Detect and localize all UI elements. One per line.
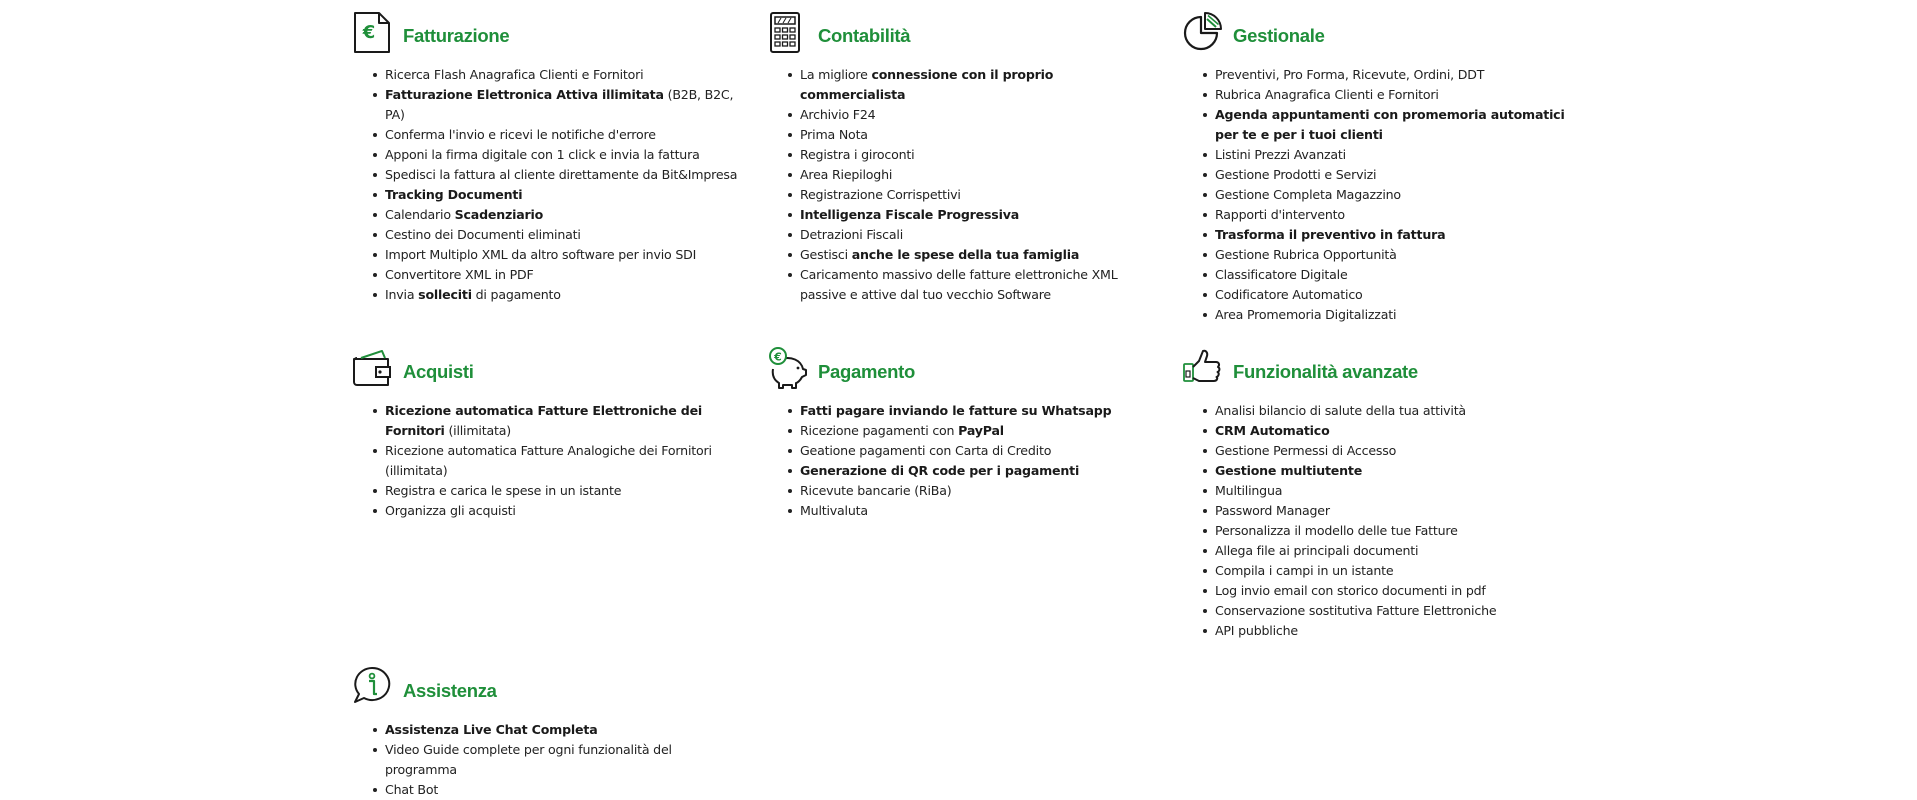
feature-text: Video Guide complete per ogni funzionalità del programma — [385, 742, 672, 777]
feature-list — [1202, 401, 1577, 641]
feature-item — [787, 461, 1162, 481]
feature-item — [787, 205, 1162, 225]
feature-item — [1202, 305, 1577, 325]
section-title: Gestionale — [1233, 25, 1325, 46]
feature-item — [1202, 105, 1577, 145]
section-funzionalita-avanzate — [1182, 347, 1577, 638]
feature-text: Password Manager — [1215, 503, 1330, 518]
feature-text: (B2B, B2C, PA) — [385, 87, 734, 122]
pie-chart-icon — [1182, 11, 1222, 55]
thumbs-up-icon — [1182, 347, 1222, 391]
feature-item — [787, 245, 1162, 265]
feature-text: Area Promemoria Digitalizzati — [1215, 307, 1397, 322]
feature-item — [1202, 65, 1577, 85]
feature-item — [372, 285, 747, 305]
feature-text: Compila i campi in un istante — [1215, 563, 1394, 578]
feature-item — [1202, 561, 1577, 581]
feature-item — [1202, 501, 1577, 521]
feature-text: Preventivi, Pro Forma, Ricevute, Ordini, DDT — [1215, 67, 1485, 82]
feature-text: Gestione Prodotti e Servizi — [1215, 167, 1377, 182]
feature-text: Gestisci — [800, 247, 852, 262]
feature-text: Conferma l'invio e ricevi le notifiche d'errore — [385, 127, 656, 142]
section-assistenza — [352, 666, 747, 797]
feature-text-bold: Scadenziario — [454, 207, 544, 222]
feature-item — [787, 105, 1162, 125]
feature-list — [787, 65, 1162, 305]
section-title: Funzionalità avanzate — [1233, 361, 1418, 382]
feature-item — [372, 85, 747, 125]
feature-text: Geatione pagamenti con Carta di Credito — [800, 443, 1052, 458]
svg-text:€: € — [774, 350, 782, 364]
feature-text-bold: Intelligenza Fiscale Progressiva — [800, 207, 1019, 222]
feature-item — [372, 165, 747, 185]
feature-text-bold: Ricezione automatica Fatture Elettroniche dei Fornitori — [385, 403, 703, 438]
feature-text-bold: Agenda appuntamenti con promemoria automatici per te e per i tuoi clienti — [1215, 107, 1565, 142]
feature-text: Area Riepiloghi — [800, 167, 893, 182]
feature-text-bold: Tracking Documenti — [385, 187, 523, 202]
feature-text: API pubbliche — [1215, 623, 1298, 638]
feature-text: Organizza gli acquisti — [385, 503, 516, 518]
feature-text: Rapporti d'intervento — [1215, 207, 1345, 222]
feature-item — [1202, 421, 1577, 441]
feature-item — [787, 125, 1162, 145]
feature-list — [1202, 65, 1577, 325]
feature-item — [1202, 285, 1577, 305]
feature-item — [1202, 441, 1577, 461]
feature-text: Ricevute bancarie (RiBa) — [800, 483, 952, 498]
feature-text-bold: solleciti — [418, 287, 472, 302]
feature-item — [372, 65, 747, 85]
feature-text: Analisi bilancio di salute della tua attività — [1215, 403, 1466, 418]
euro-document-icon — [352, 11, 392, 55]
feature-text-bold: anche le spese della tua famiglia — [851, 247, 1080, 262]
feature-item — [372, 185, 747, 205]
feature-item — [1202, 205, 1577, 225]
feature-item — [1202, 521, 1577, 541]
wallet-icon — [352, 347, 392, 391]
feature-list — [372, 65, 747, 305]
feature-text: Registra e carica le spese in un istante — [385, 483, 622, 498]
feature-item — [372, 740, 747, 780]
feature-text: Codificatore Automatico — [1215, 287, 1363, 302]
feature-item — [372, 501, 747, 521]
feature-item — [787, 165, 1162, 185]
feature-item — [787, 401, 1162, 421]
feature-text: Spedisci la fattura al cliente direttamente da Bit&Impresa — [385, 167, 738, 182]
feature-item — [1202, 165, 1577, 185]
feature-text: Prima Nota — [800, 127, 868, 142]
section-header — [767, 347, 1162, 393]
feature-text-bold: Trasforma il preventivo in fattura — [1215, 227, 1446, 242]
feature-text: Invia — [385, 287, 419, 302]
feature-item — [787, 265, 1162, 305]
feature-item — [1202, 401, 1577, 421]
feature-text: Allega file ai principali documenti — [1215, 543, 1419, 558]
section-header — [352, 11, 747, 57]
feature-text: Registrazione Corrispettivi — [800, 187, 961, 202]
section-header — [352, 347, 747, 393]
feature-text: (illimitata) — [444, 423, 511, 438]
feature-text: Ricezione automatica Fatture Analogiche dei Fornitori (illimitata) — [385, 443, 712, 478]
feature-text: Registra i giroconti — [800, 147, 915, 162]
feature-item — [372, 780, 747, 800]
feature-text: Detrazioni Fiscali — [800, 227, 904, 242]
feature-item — [787, 481, 1162, 501]
svg-text:€: € — [362, 22, 376, 43]
feature-item — [787, 441, 1162, 461]
feature-text: Gestione Rubrica Opportunità — [1215, 247, 1397, 262]
feature-item — [372, 441, 747, 481]
feature-text-bold: Assistenza Live Chat Completa — [385, 722, 598, 737]
feature-text-bold: Fatturazione Elettronica Attiva illimitata — [385, 87, 664, 102]
feature-text-bold: Gestione multiutente — [1215, 463, 1363, 478]
feature-text: Conservazione sostitutiva Fatture Elettroniche — [1215, 603, 1497, 618]
section-acquisti — [352, 347, 747, 518]
feature-text: Rubrica Anagrafica Clienti e Fornitori — [1215, 87, 1439, 102]
feature-text: Personalizza il modello delle tue Fatture — [1215, 523, 1458, 538]
feature-text-bold: Generazione di QR code per i pagamenti — [800, 463, 1080, 478]
feature-item — [372, 401, 747, 441]
feature-text: Multilingua — [1215, 483, 1283, 498]
piggy-bank-icon — [767, 347, 807, 391]
feature-item — [1202, 145, 1577, 165]
feature-item — [787, 501, 1162, 521]
feature-text: Classificatore Digitale — [1215, 267, 1348, 282]
feature-list — [372, 720, 747, 800]
feature-item — [1202, 481, 1577, 501]
feature-item — [787, 185, 1162, 205]
feature-item — [787, 421, 1162, 441]
feature-text: Gestione Completa Magazzino — [1215, 187, 1401, 202]
section-title: Contabilità — [818, 25, 911, 46]
feature-item — [1202, 245, 1577, 265]
section-contabilita — [767, 11, 1162, 302]
feature-item — [372, 720, 747, 740]
section-header — [1182, 347, 1577, 393]
feature-item — [1202, 621, 1577, 641]
feature-text: Import Multiplo XML da altro software per invio SDI — [385, 247, 697, 262]
feature-item — [1202, 461, 1577, 481]
feature-item — [1202, 601, 1577, 621]
feature-text-bold: CRM Automatico — [1215, 423, 1330, 438]
section-title: Fatturazione — [403, 25, 510, 46]
feature-item — [372, 225, 747, 245]
feature-list — [787, 401, 1162, 521]
feature-text: Listini Prezzi Avanzati — [1215, 147, 1346, 162]
feature-item — [787, 145, 1162, 165]
feature-text: di pagamento — [471, 287, 561, 302]
feature-item — [1202, 185, 1577, 205]
feature-text: La migliore — [800, 67, 872, 82]
feature-text: Apponi la firma digitale con 1 click e invia la fattura — [385, 147, 700, 162]
feature-text: Caricamento massivo delle fatture elettroniche XML passive e attive dal tuo vecchio Software — [800, 267, 1118, 302]
section-header — [352, 666, 747, 712]
feature-text: Convertitore XML in PDF — [385, 267, 534, 282]
feature-item — [372, 145, 747, 165]
section-header — [767, 11, 1162, 57]
feature-text-bold: connessione con il proprio commercialista — [800, 67, 1054, 102]
feature-item — [1202, 581, 1577, 601]
feature-item — [787, 225, 1162, 245]
feature-item — [372, 481, 747, 501]
feature-item — [1202, 85, 1577, 105]
section-title: Acquisti — [403, 361, 474, 382]
section-pagamento — [767, 347, 1162, 518]
info-chat-icon — [352, 666, 392, 710]
section-gestionale — [1182, 11, 1577, 322]
feature-text: Calendario — [385, 207, 455, 222]
feature-text: Chat Bot — [385, 782, 439, 797]
feature-item — [372, 205, 747, 225]
feature-item — [372, 265, 747, 285]
section-header — [1182, 11, 1577, 57]
feature-text: Log invio email con storico documenti in pdf — [1215, 583, 1486, 598]
feature-text: Cestino dei Documenti eliminati — [385, 227, 581, 242]
feature-item — [1202, 541, 1577, 561]
feature-item — [787, 65, 1162, 105]
feature-item — [1202, 265, 1577, 285]
feature-text: Archivio F24 — [800, 107, 876, 122]
feature-item — [372, 125, 747, 145]
feature-text-bold: PayPal — [958, 423, 1004, 438]
section-fatturazione — [352, 11, 747, 302]
feature-text-bold: Fatti pagare inviando le fatture su Whatsapp — [800, 403, 1112, 418]
feature-text: Ricezione pagamenti con — [800, 423, 959, 438]
feature-item — [372, 245, 747, 265]
section-title: Pagamento — [818, 361, 916, 382]
feature-item — [1202, 225, 1577, 245]
calculator-icon — [767, 11, 807, 55]
feature-text: Gestione Permessi di Accesso — [1215, 443, 1397, 458]
feature-text: Multivaluta — [800, 503, 868, 518]
feature-list — [372, 401, 747, 521]
feature-text: Ricerca Flash Anagrafica Clienti e Fornitori — [385, 67, 644, 82]
section-title: Assistenza — [403, 680, 497, 701]
